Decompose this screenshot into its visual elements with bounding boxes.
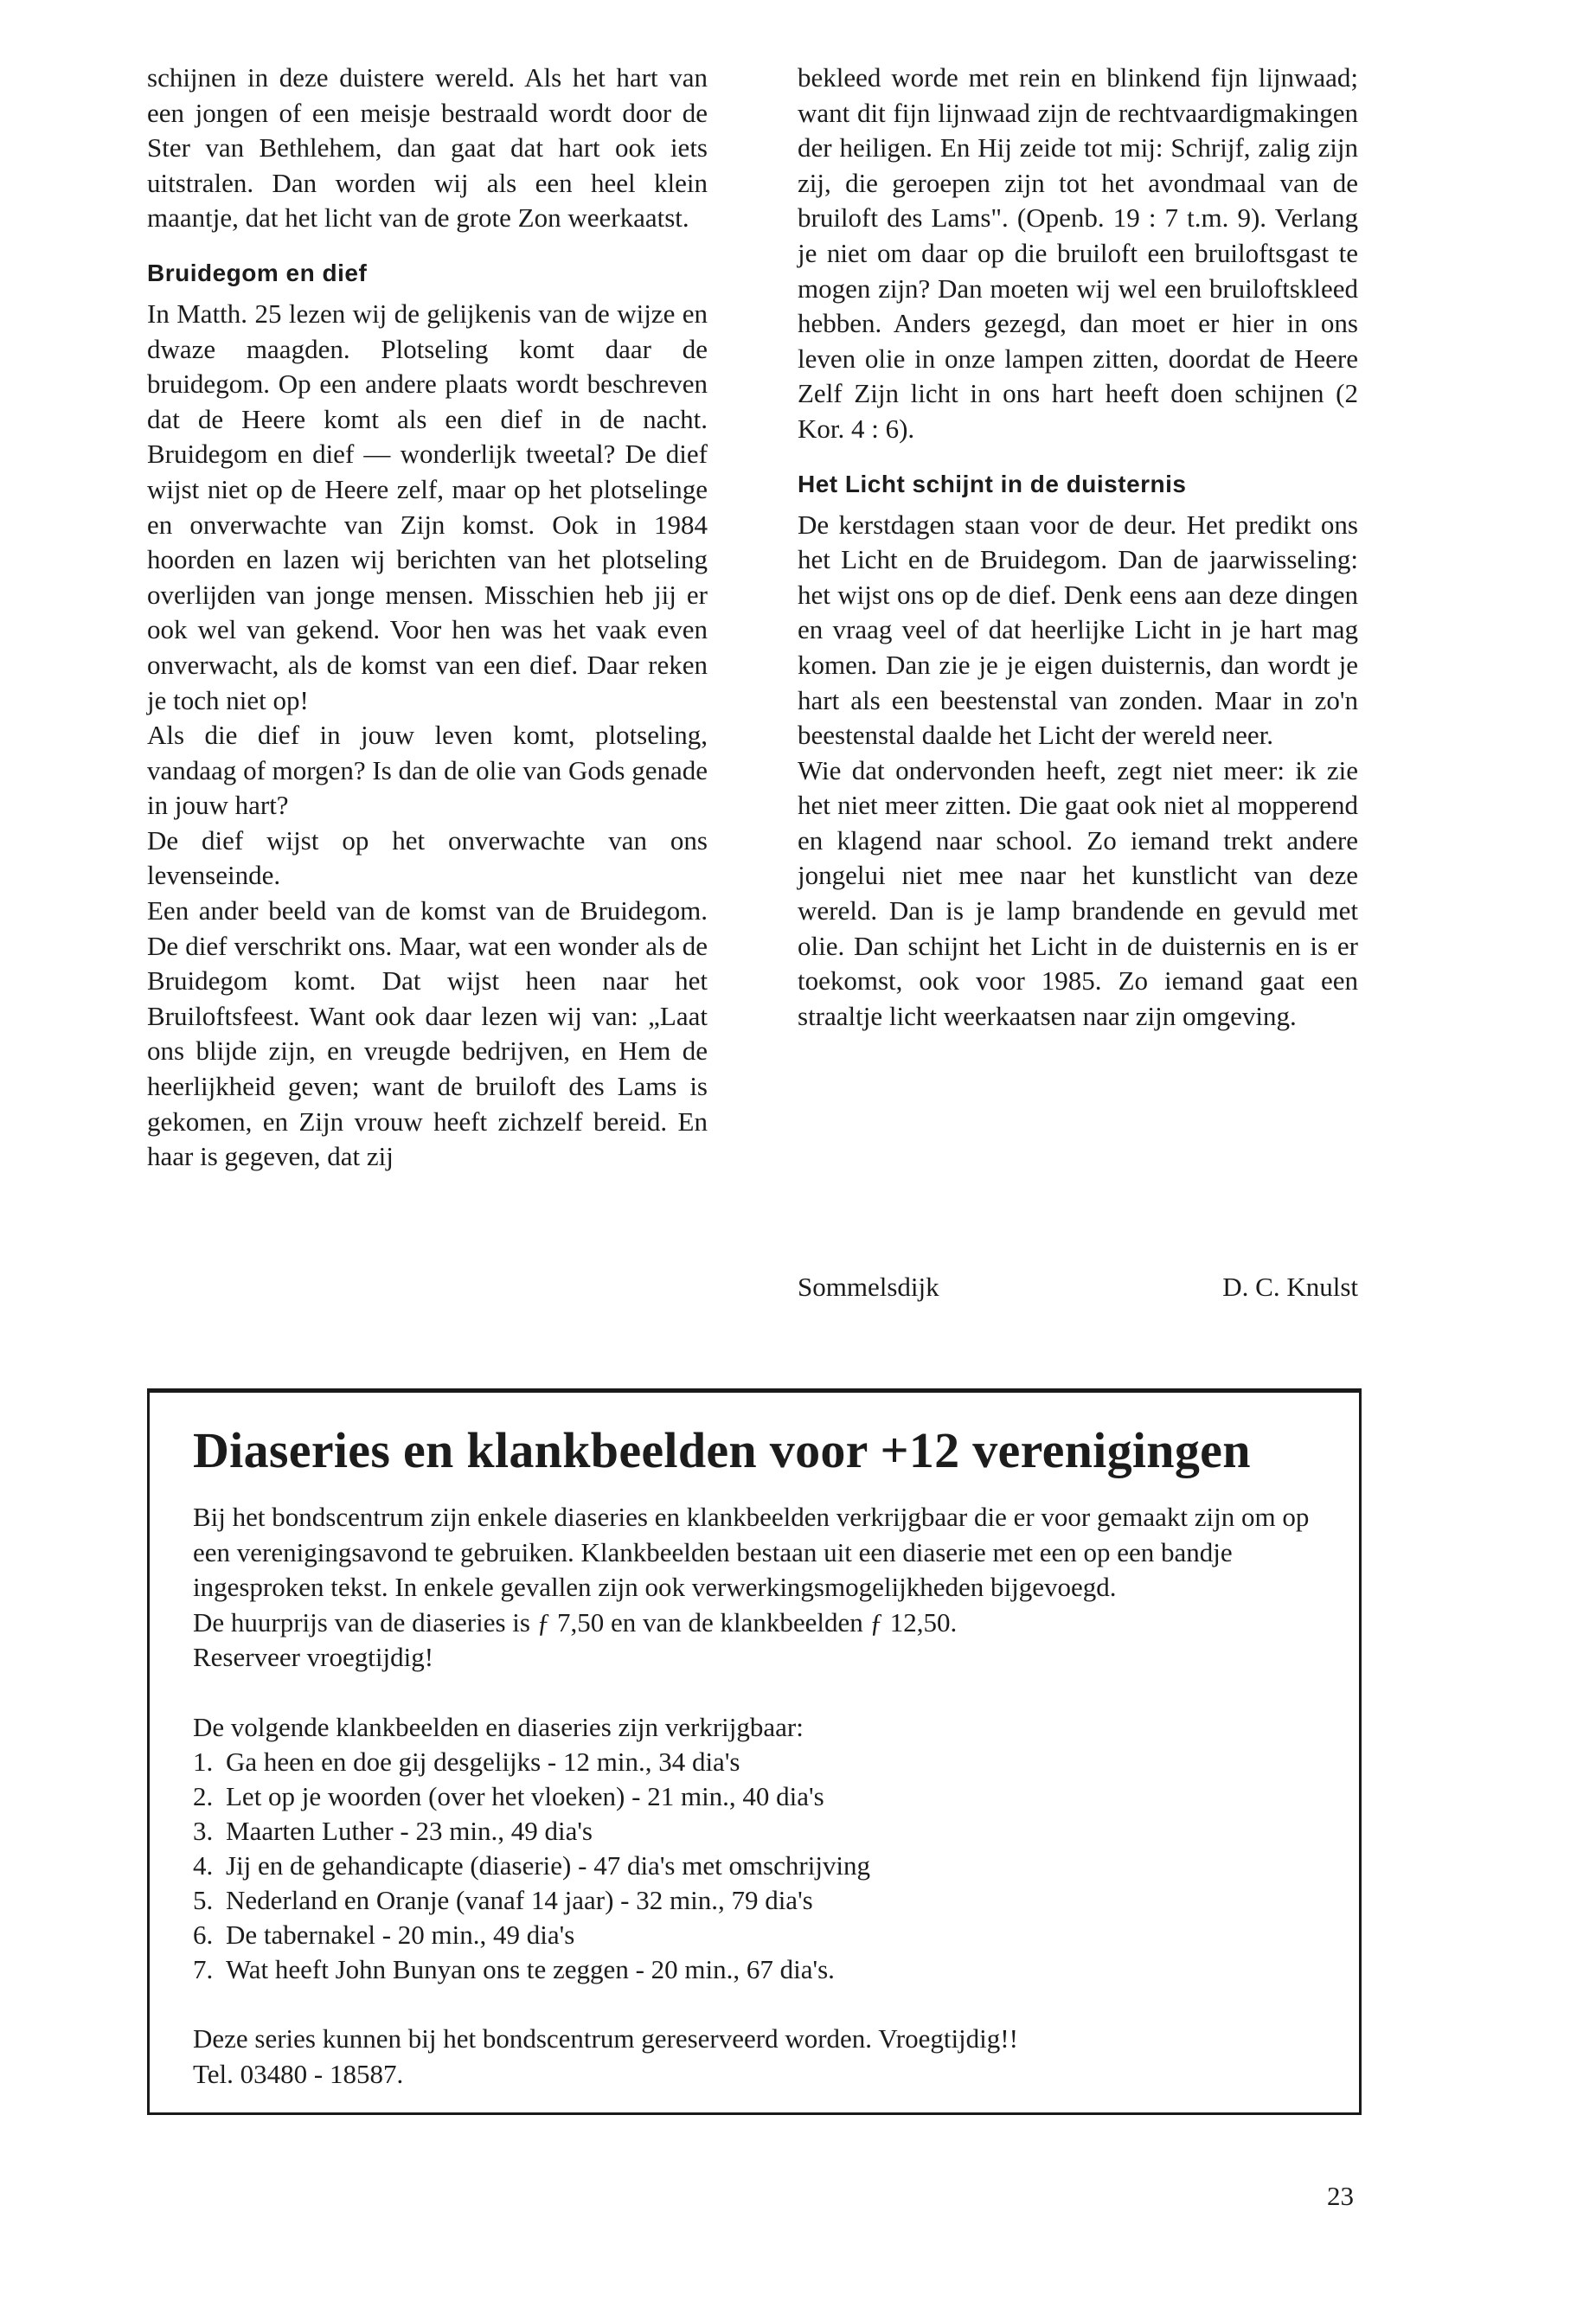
list-number: 2. xyxy=(193,1781,214,1811)
paragraph: De kerstdagen staan voor de deur. Het predikt ons het Licht en de Bruidegom. Dan de jaarwisseling: het wijst ons op de dief. Denk eens aan deze dingen en vraag veel of dat heerlijke Licht in je hart mag komen. Dan zie je je eigen duisternis, dan wordt je hart als een beestenstal van zonden. Maar in zo'n beestenstal daalde het Licht der wereld neer. xyxy=(798,509,1358,751)
paragraph: bekleed worde met rein en blinkend fijn lijnwaad; want dit fijn lijnwaad zijn de rechtvaardigmakingen der heiligen. En Hij zeide tot mij: Schrijf, zalig zijn zij, die geroepen zijn tot het avondmaal van de bruiloft des Lams". (Openb. 19 : 7 t.m. 9). Verlang je niet om daar op die bruiloft een bruiloftsgast te mogen zijn? Dan moeten wij wel een bruiloftskleed hebben. Anders gezegd, dan moet er hier in ons leven olie in onze lampen zitten, doordat de Heere Zelf Zijn licht in ons hart heeft doen schijnen (2 Kor. 4 : 6). xyxy=(798,62,1358,444)
list-number: 3. xyxy=(193,1816,214,1846)
notice-reserve: Reserveer vroegtijdig! xyxy=(193,1642,434,1672)
list-item xyxy=(193,1883,1317,1918)
list-number: 6. xyxy=(193,1920,214,1950)
paragraph: In Matth. 25 lezen wij de gelijkenis van de wijze en dwaze maagden. Plotseling komt daar de bruidegom. Op een andere plaats wordt beschreven dat de Heere komt als een dief in de nacht. Bruidegom en dief — wonderlijk tweetal? De dief wijst niet op de Heere zelf, maar op het plotselinge en onverwachte van Zijn komst. Ook in 1984 hoorden en lazen wij berichten van het plotseling overlijden van jonge mensen. Misschien heb jij er ook wel van gekend. Voor hen was het vaak even onverwacht, als de komst van een dief. Daar reken je toch niet op! xyxy=(147,298,708,715)
left-column xyxy=(147,61,708,1175)
section-heading-licht: Het Licht schijnt in de duisternis xyxy=(798,470,1187,497)
right-column xyxy=(798,61,1358,1034)
intro-paragraph: schijnen in deze duistere wereld. Als het hart van een jongen of een meisje bestraald wordt door de Ster van Bethlehem, dan gaat dat hart ook iets uitstralen. Dan worden wij als een heel klein maantje, dat het licht van de grote Zon weerkaatst. xyxy=(147,62,708,234)
list-item xyxy=(193,1745,1317,1779)
spacer xyxy=(193,1987,1317,2022)
list-item xyxy=(193,1952,1317,1987)
notice-title: Diaseries en klankbeelden voor +12 verenigingen xyxy=(193,1422,1251,1478)
list-text: Ga heen en doe gij desgelijks - 12 min., 34 dia's xyxy=(226,1747,740,1777)
paragraph: Een ander beeld van de komst van de Bruidegom. De dief verschrikt ons. Maar, wat een wonder als de Bruidegom komt. Dat wijst heen naar het Bruiloftsfeest. Want ook daar lezen wij van: „Laat ons blijde zijn, en vreugde bedrijven, en Hem de heerlijkheid geven; want de bruiloft des Lams is gekomen, en Zijn vrouw heeft zichzelf bereid. En haar is gegeven, dat zij xyxy=(147,895,708,1172)
notice-intro: Bij het bondscentrum zijn enkele diaseries en klankbeelden verkrijgbaar die er voor gemaakt zijn om op een verenigingsavond te gebruiken. Klankbeelden bestaan uit een diaserie met een op een bandje ingesproken tekst. In enkele gevallen zijn ook verwerkingsmogelijkheden bijgevoegd. xyxy=(193,1502,1310,1602)
spacer xyxy=(193,1676,1317,1710)
list-text: Maarten Luther - 23 min., 49 dia's xyxy=(226,1816,593,1846)
list-number: 7. xyxy=(193,1954,214,1984)
list-text: De tabernakel - 20 min., 49 dia's xyxy=(226,1920,575,1950)
signature xyxy=(798,1270,1358,1304)
page-number: 23 xyxy=(1327,2181,1354,2211)
paragraph: De dief wijst op het onverwachte van ons levenseinde. xyxy=(147,824,708,891)
notice-box xyxy=(147,1388,1362,2115)
list-number: 4. xyxy=(193,1850,214,1881)
series-list xyxy=(193,1745,1317,1987)
list-number: 5. xyxy=(193,1885,214,1915)
notice-closing: Deze series kunnen bij het bondscentrum gereserveerd worden. Vroegtijdig!! xyxy=(193,2023,1018,2054)
list-text: Nederland en Oranje (vanaf 14 jaar) - 32 min., 79 dia's xyxy=(226,1885,813,1915)
paragraph: Wie dat ondervonden heeft, zegt niet meer: ik zie het niet meer zitten. Die gaat ook niet al mopperend en klagend naar school. Zo iemand trekt andere jongelui niet mee naar het kunstlicht van deze wereld. Dan is je lamp brandende en gevuld met olie. Dan schijnt het Licht in de duisternis en is er toekomst, ook voor 1985. Zo iemand gaat een straaltje licht weerkaatsen naar zijn omgeving. xyxy=(798,754,1358,1031)
paragraph: Als die dief in jouw leven komt, plotseling, vandaag of morgen? Is dan de olie van Gods genade in jouw hart? xyxy=(147,720,708,821)
list-text: Jij en de gehandicapte (diaserie) - 47 dia's met omschrijving xyxy=(226,1850,871,1881)
notice-list-intro: De volgende klankbeelden en diaseries zijn verkrijgbaar: xyxy=(193,1711,804,1742)
notice-phone: Tel. 03480 - 18587. xyxy=(193,2058,404,2089)
notice-price: De huurprijs van de diaseries is ƒ 7,50 en van de klankbeelden ƒ 12,50. xyxy=(193,1606,958,1638)
list-item xyxy=(193,1814,1317,1849)
list-item xyxy=(193,1849,1317,1883)
list-number: 1. xyxy=(193,1747,214,1777)
signature-author: D. C. Knulst xyxy=(1222,1272,1358,1302)
list-item xyxy=(193,1779,1317,1814)
list-text: Let op je woorden (over het vloeken) - 21 min., 40 dia's xyxy=(226,1781,824,1811)
list-text: Wat heeft John Bunyan ons te zeggen - 20 min., 67 dia's. xyxy=(226,1954,835,1984)
signature-place: Sommelsdijk xyxy=(798,1272,939,1302)
list-item xyxy=(193,1918,1317,1952)
section-heading-bruidegom: Bruidegom en dief xyxy=(147,259,368,286)
